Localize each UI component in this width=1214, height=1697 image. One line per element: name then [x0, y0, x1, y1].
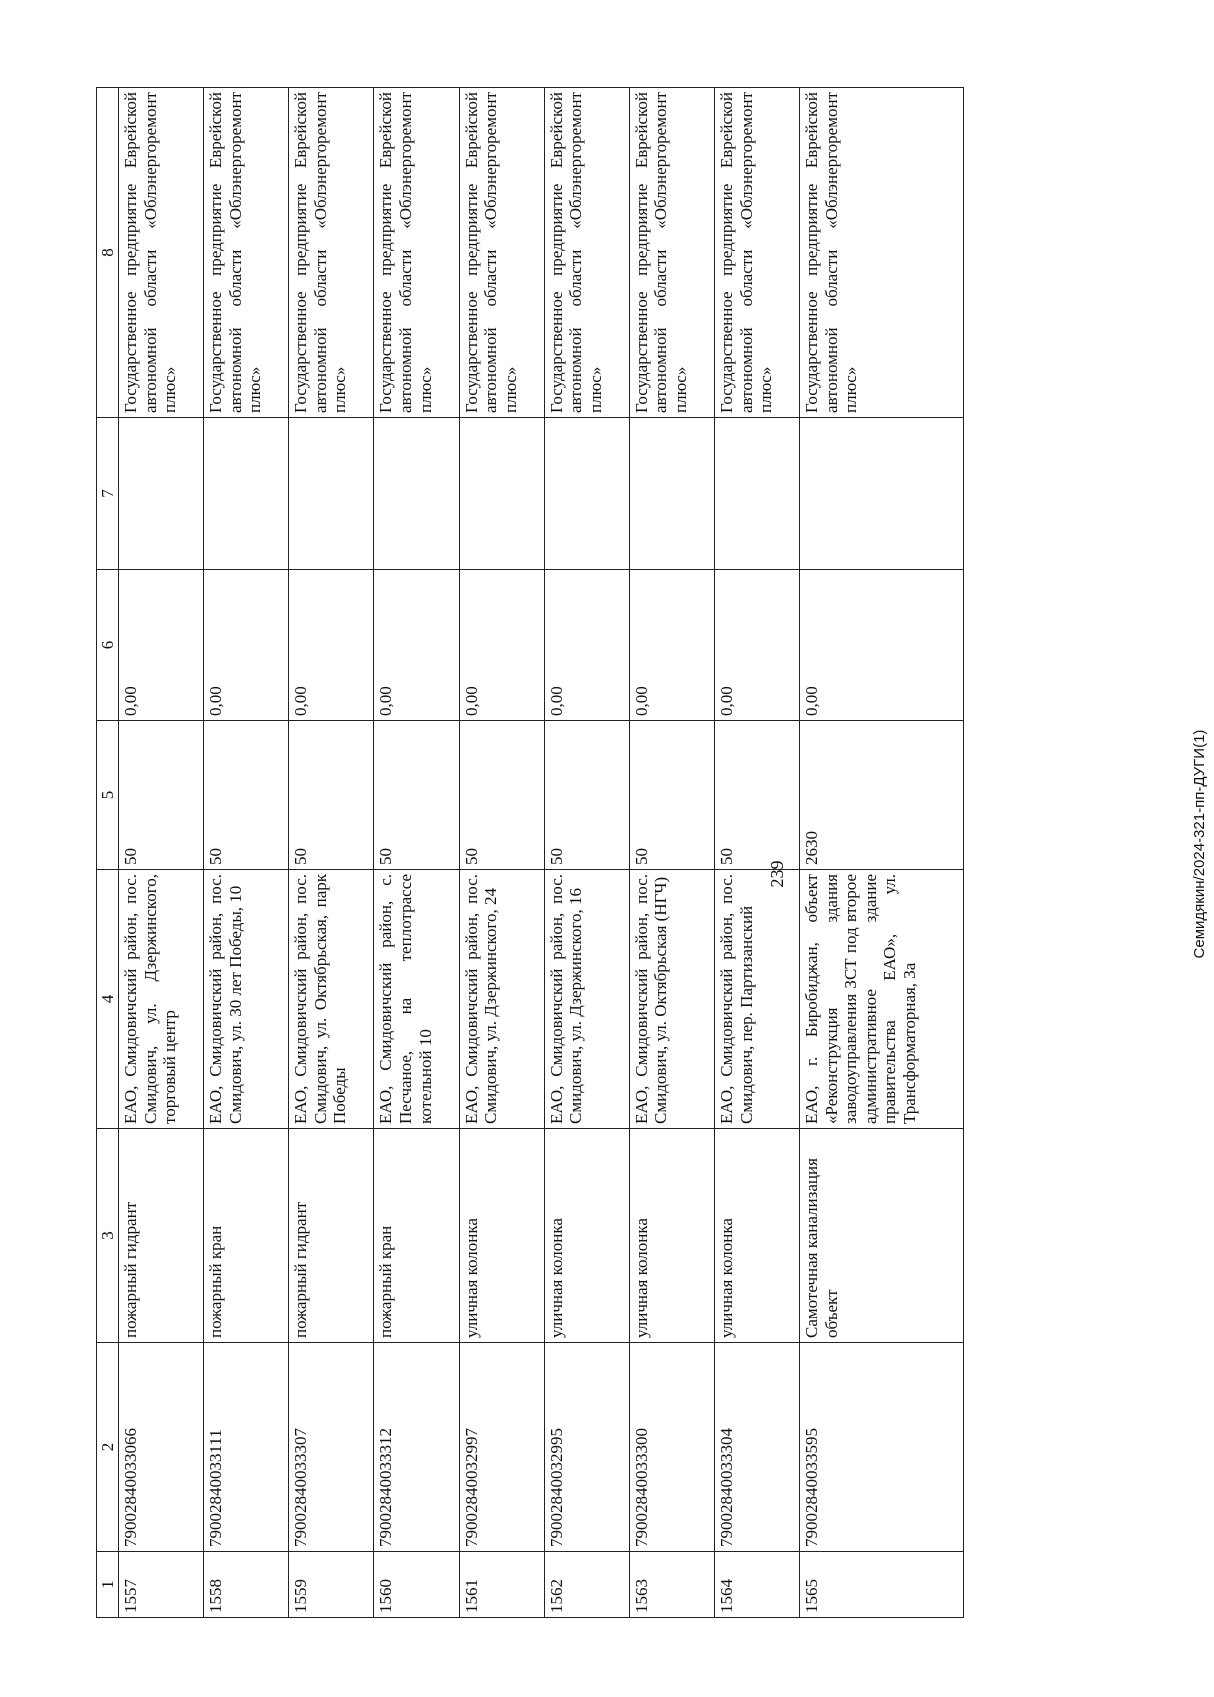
cell-name: пожарный гидрант	[289, 1129, 374, 1343]
registry-table-rotated	[96, 88, 964, 1618]
cell-code: 79002840033111	[204, 1343, 289, 1552]
cell-name: уличная колонка	[544, 1129, 629, 1343]
cell-code: 79002840033066	[119, 1343, 204, 1552]
registry-table-container	[96, 88, 964, 1618]
page-number: 239	[767, 860, 787, 888]
table-row	[119, 88, 204, 1618]
cell-value: 0,00	[374, 570, 459, 721]
cell-number: 1564	[715, 1552, 800, 1618]
column-header: 7	[97, 418, 119, 570]
cell-owner: Государственное предприятие Еврейской автономной области «Облэнергоремонт плюс»	[629, 88, 714, 418]
cell-name: уличная колонка	[629, 1129, 714, 1343]
cell-quantity: 50	[629, 721, 714, 870]
cell-number: 1557	[119, 1552, 204, 1618]
cell-address: ЕАО, Смидовичский район, пос. Смидович, ул. Октябрьская, парк Победы	[289, 870, 374, 1129]
table-row	[544, 88, 629, 1618]
cell-value: 0,00	[204, 570, 289, 721]
cell-value: 0,00	[119, 570, 204, 721]
table-row	[715, 88, 800, 1618]
cell-owner: Государственное предприятие Еврейской автономной области «Облэнергоремонт плюс»	[459, 88, 544, 418]
cell-address: ЕАО, Смидовичский район, пос. Смидович, ул. Дзержинского, торговый центр	[119, 870, 204, 1129]
cell-address: ЕАО, Смидовичский район, пос. Смидович, ул. Дзержинского, 16	[544, 870, 629, 1129]
cell-number: 1559	[289, 1552, 374, 1618]
column-header: 1	[97, 1552, 119, 1618]
column-header: 4	[97, 870, 119, 1129]
cell-name: пожарный гидрант	[119, 1129, 204, 1343]
cell-name: Самотечная канализация объект	[800, 1129, 964, 1343]
cell-col7	[800, 418, 964, 570]
cell-number: 1560	[374, 1552, 459, 1618]
cell-quantity: 2630	[800, 721, 964, 870]
cell-col7	[459, 418, 544, 570]
cell-col7	[544, 418, 629, 570]
cell-value: 0,00	[800, 570, 964, 721]
cell-col7	[204, 418, 289, 570]
table-row	[289, 88, 374, 1618]
cell-code: 79002840033595	[800, 1343, 964, 1552]
cell-code: 79002840033300	[629, 1343, 714, 1552]
column-header: 3	[97, 1129, 119, 1343]
cell-quantity: 50	[119, 721, 204, 870]
cell-number: 1561	[459, 1552, 544, 1618]
cell-name: уличная колонка	[715, 1129, 800, 1343]
cell-owner: Государственное предприятие Еврейской автономной области «Облэнергоремонт плюс»	[204, 88, 289, 418]
registry-table	[96, 87, 964, 1618]
cell-code: 79002840033312	[374, 1343, 459, 1552]
table-row	[459, 88, 544, 1618]
cell-owner: Государственное предприятие Еврейской автономной области «Облэнергоремонт плюс»	[800, 88, 964, 418]
cell-name: пожарный кран	[374, 1129, 459, 1343]
cell-quantity: 50	[204, 721, 289, 870]
cell-code: 79002840033304	[715, 1343, 800, 1552]
table-body	[119, 88, 964, 1618]
cell-number: 1562	[544, 1552, 629, 1618]
cell-address: ЕАО, Смидовичский район, пос. Смидович, ул. 30 лет Победы, 10	[204, 870, 289, 1129]
cell-address: ЕАО, Смидовичский район, пос. Смидович, пер. Партизанский	[715, 870, 800, 1129]
column-header: 8	[97, 88, 119, 418]
document-code: Семидякин/2024-321-пп-ДУГИ(1)	[1191, 729, 1208, 959]
cell-name: уличная колонка	[459, 1129, 544, 1343]
cell-address: ЕАО, Смидовичский район, с. Песчаное, на теплотрассе котельной 10	[374, 870, 459, 1129]
cell-quantity: 50	[374, 721, 459, 870]
cell-code: 79002840033307	[289, 1343, 374, 1552]
table-row	[629, 88, 714, 1618]
cell-col7	[629, 418, 714, 570]
cell-value: 0,00	[715, 570, 800, 721]
column-header: 2	[97, 1343, 119, 1552]
cell-address: ЕАО, Смидовичский район, пос. Смидович, ул. Дзержинского, 24	[459, 870, 544, 1129]
cell-col7	[374, 418, 459, 570]
cell-number: 1565	[800, 1552, 964, 1618]
cell-quantity: 50	[715, 721, 800, 870]
cell-address: ЕАО, г. Биробиджан, объект «Реконструкция здания заводоуправления ЗСТ под второе административное здание правительства ЕАО», ул. Трансформаторная, 3а	[800, 870, 964, 1129]
cell-col7	[289, 418, 374, 570]
column-header: 6	[97, 570, 119, 721]
cell-value: 0,00	[544, 570, 629, 721]
cell-owner: Государственное предприятие Еврейской автономной области «Облэнергоремонт плюс»	[289, 88, 374, 418]
column-header: 5	[97, 721, 119, 870]
cell-owner: Государственное предприятие Еврейской автономной области «Облэнергоремонт плюс»	[374, 88, 459, 418]
cell-quantity: 50	[544, 721, 629, 870]
cell-col7	[119, 418, 204, 570]
table-row	[800, 88, 964, 1618]
cell-number: 1558	[204, 1552, 289, 1618]
table-row	[204, 88, 289, 1618]
cell-number: 1563	[629, 1552, 714, 1618]
cell-address: ЕАО, Смидовичский район, пос. Смидович, ул. Октябрьская (НГЧ)	[629, 870, 714, 1129]
cell-value: 0,00	[629, 570, 714, 721]
cell-col7	[715, 418, 800, 570]
cell-value: 0,00	[459, 570, 544, 721]
cell-owner: Государственное предприятие Еврейской автономной области «Облэнергоремонт плюс»	[544, 88, 629, 418]
cell-quantity: 50	[289, 721, 374, 870]
cell-name: пожарный кран	[204, 1129, 289, 1343]
cell-quantity: 50	[459, 721, 544, 870]
cell-owner: Государственное предприятие Еврейской автономной области «Облэнергоремонт плюс»	[715, 88, 800, 418]
table-header-row	[97, 88, 119, 1618]
table-row	[374, 88, 459, 1618]
cell-owner: Государственное предприятие Еврейской автономной области «Облэнергоремонт плюс»	[119, 88, 204, 418]
cell-value: 0,00	[289, 570, 374, 721]
cell-code: 79002840032995	[544, 1343, 629, 1552]
cell-code: 79002840032997	[459, 1343, 544, 1552]
